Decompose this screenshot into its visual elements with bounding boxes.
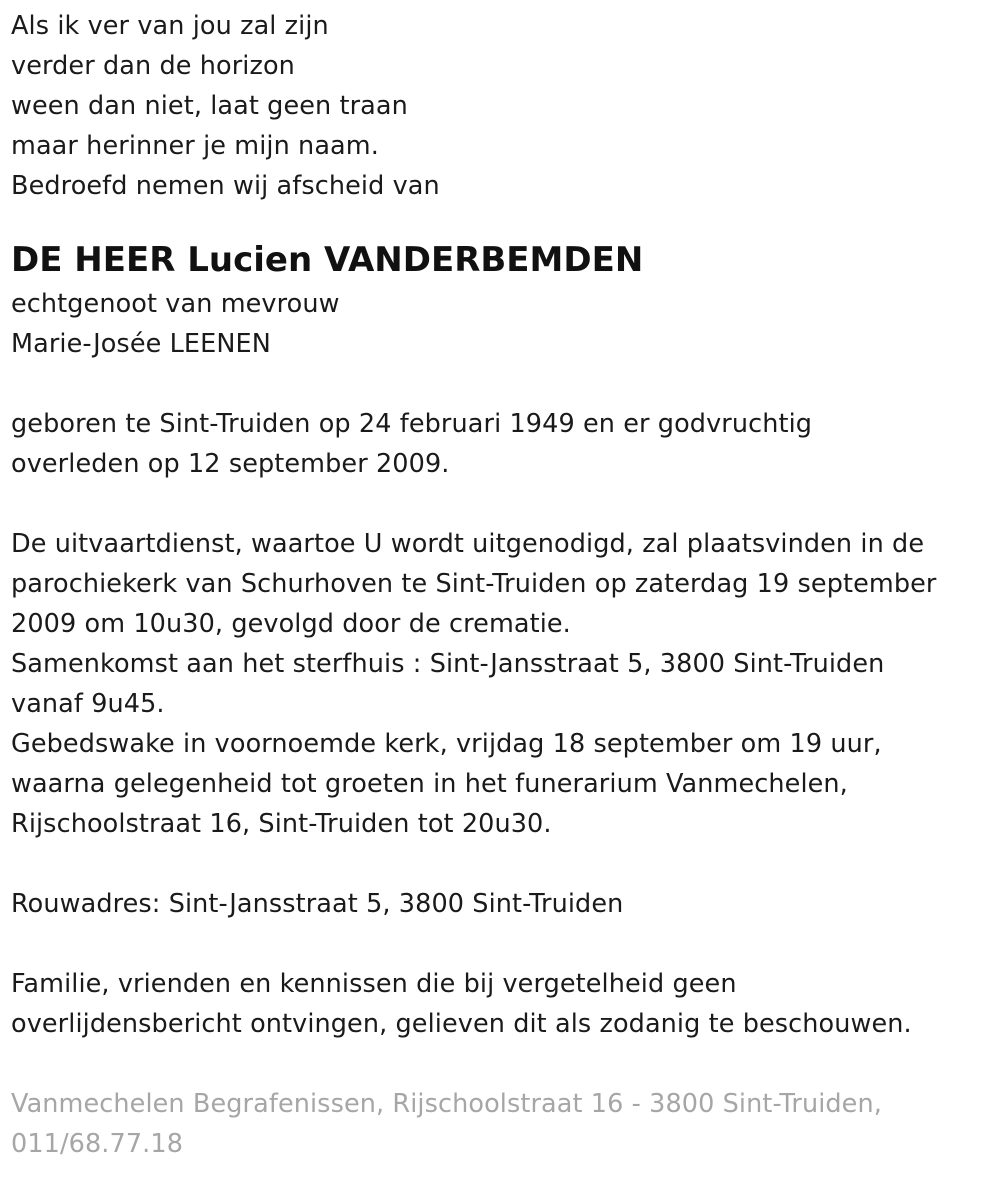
- poem-line: Als ik ver van jou zal zijn: [11, 11, 329, 41]
- footer-phone: 011/68.77.18: [11, 1129, 184, 1159]
- funeral-paragraph: [11, 524, 1000, 844]
- text-line: Familie, vrienden en kennissen die bij vergetelheid geen: [11, 969, 737, 999]
- text-line: De uitvaartdienst, waartoe U wordt uitgenodigd, zal plaatsvinden in de: [11, 529, 925, 559]
- footer-line: Vanmechelen Begrafenissen, Rijschoolstraat 16 - 3800 Sint-Truiden,: [11, 1089, 882, 1119]
- text-line: Samenkomst aan het sterfhuis : Sint-Jansstraat 5, 3800 Sint-Truiden: [11, 649, 885, 679]
- poem-line: maar herinner je mijn naam.: [11, 131, 379, 161]
- spacer: [11, 844, 1000, 884]
- spacer: [11, 924, 1000, 964]
- funeral-home-footer: [11, 1084, 1000, 1164]
- poem: [11, 6, 1000, 206]
- text-line: waarna gelegenheid tot groeten in het funerarium Vanmechelen,: [11, 769, 848, 799]
- text-line: vanaf 9u45.: [11, 689, 165, 719]
- text-line: overlijdensbericht ontvingen, gelieven dit als zodanig te beschouwen.: [11, 1009, 912, 1039]
- text-line: Rijschoolstraat 16, Sint-Truiden tot 20u30.: [11, 809, 552, 839]
- spouse-line: echtgenoot van mevrouw: [11, 289, 340, 319]
- farewell-line: Bedroefd nemen wij afscheid van: [11, 171, 440, 201]
- deceased-name: DE HEER Lucien VANDERBEMDEN: [11, 240, 644, 280]
- notice-paragraph: [11, 964, 1000, 1044]
- text-line: overleden op 12 september 2009.: [11, 449, 450, 479]
- spacer: [11, 364, 1000, 404]
- mourning-address: Rouwadres: Sint-Jansstraat 5, 3800 Sint-Truiden: [11, 889, 624, 919]
- spouse-name: Marie-Josée LEENEN: [11, 329, 271, 359]
- poem-line: ween dan niet, laat geen traan: [11, 91, 408, 121]
- birth-death-paragraph: [11, 404, 1000, 484]
- spacer: [11, 484, 1000, 524]
- spacer: [11, 1044, 1000, 1084]
- text-line: parochiekerk van Schurhoven te Sint-Truiden op zaterdag 19 september: [11, 569, 937, 599]
- text-line: Gebedswake in voornoemde kerk, vrijdag 18 september om 19 uur,: [11, 729, 882, 759]
- text-line: 2009 om 10u30, gevolgd door de crematie.: [11, 609, 571, 639]
- text-line: geboren te Sint-Truiden op 24 februari 1949 en er godvruchtig: [11, 409, 813, 439]
- poem-line: verder dan de horizon: [11, 51, 295, 81]
